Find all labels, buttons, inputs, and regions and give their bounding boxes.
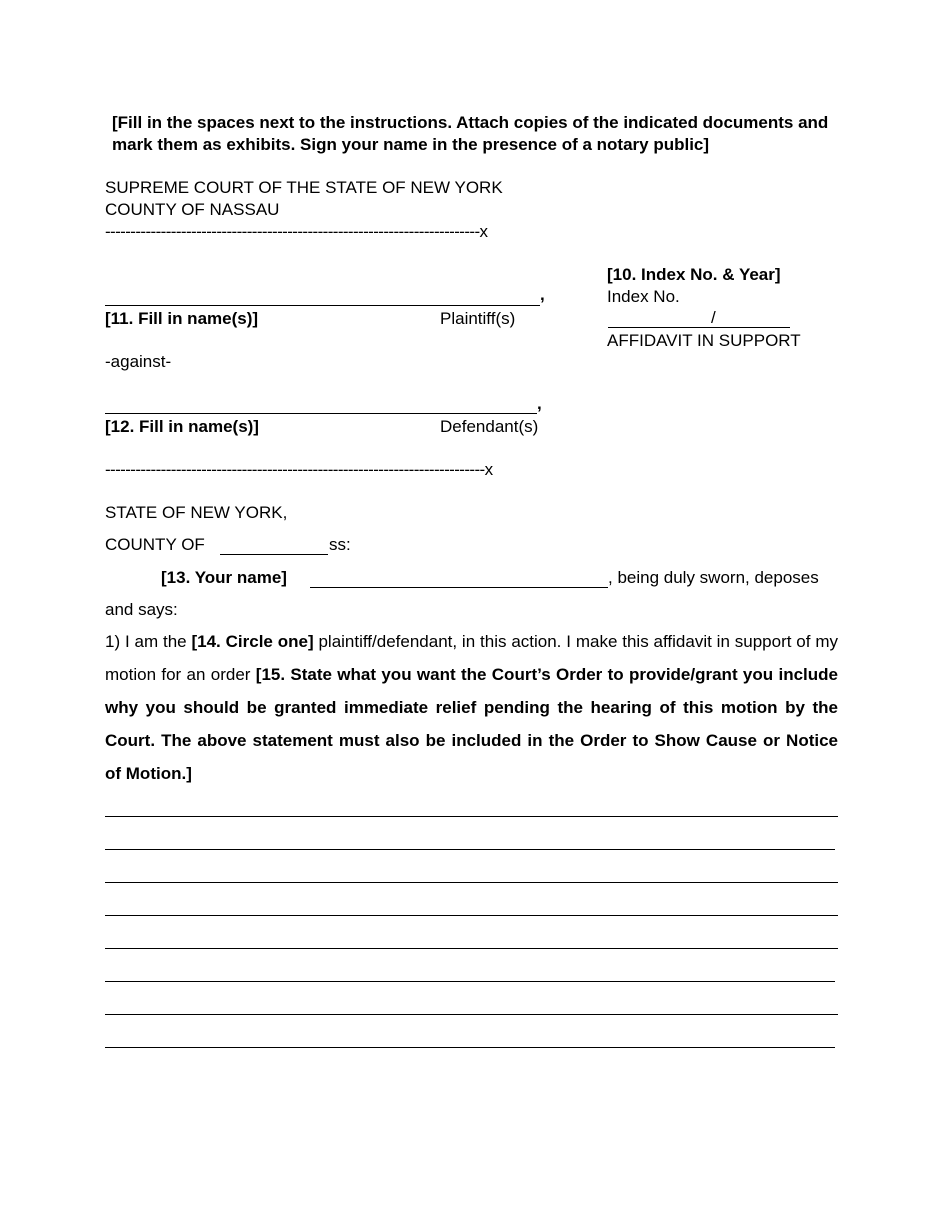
index-label: [10. Index No. & Year] [607,265,781,284]
writing-line[interactable] [105,849,835,850]
caption-divider-bottom: ---------------------------------------------------------------------------x [105,460,493,479]
venue-state: STATE OF NEW YORK, [105,503,288,522]
county-field[interactable] [220,554,328,555]
index-slash: / [711,308,716,327]
writing-line[interactable] [105,948,838,949]
venue-ss: ss: [329,535,351,554]
plaintiff-name-field[interactable] [105,305,540,306]
paragraph-1-text: plaintiff/defendant, in this action. I make this affidavit in support of my motion for an order [105,632,838,684]
index-no-label: Index No. [607,287,680,306]
writing-line[interactable] [105,1014,838,1015]
court-county: COUNTY OF NASSAU [105,200,280,219]
instructions-text: [Fill in the spaces next to the instructions. Attach copies of the indicated documents and mark them as exhibits. Sign your name in the presence of a notary public] [112,113,829,154]
your-name-instruction: [13. Your name] [161,568,287,587]
writing-line[interactable] [105,1047,835,1048]
defendant-instruction: [12. Fill in name(s)] [105,417,259,436]
court-name: SUPREME COURT OF THE STATE OF NEW YORK [105,178,503,197]
writing-line[interactable] [105,882,838,883]
defendant-comma: , [537,394,542,413]
plaintiff-comma: , [540,285,545,304]
circle-one-instruction: [14. Circle one] [191,632,314,651]
paragraph-1 [105,625,838,790]
index-number-field[interactable] [608,327,790,328]
order-request-instruction: [15. State what you want the Court’s Order to provide/grant you include why you should be granted immediate relief pending the hearing of this motion by the Court. The above statement must also be included in the Order to Show Cause or Notice of Motion.] [105,665,838,783]
sworn-text: , being duly sworn, deposes [608,568,819,587]
against-text: -against- [105,352,172,371]
your-name-field[interactable] [310,587,608,588]
venue-county-label: COUNTY OF [105,535,205,554]
defendant-role: Defendant(s) [440,417,539,436]
plaintiff-role: Plaintiff(s) [440,309,516,328]
plaintiff-instruction: [11. Fill in name(s)] [105,309,259,328]
defendant-name-field[interactable] [105,413,537,414]
writing-line[interactable] [105,816,838,817]
sworn-text-continued: and says: [105,600,178,619]
writing-line[interactable] [105,915,838,916]
document-title: AFFIDAVIT IN SUPPORT [607,331,801,350]
paragraph-1-intro: 1) I am the [105,632,192,651]
writing-line[interactable] [105,981,835,982]
caption-divider-top: --------------------------------------------------------------------------x [105,222,488,241]
